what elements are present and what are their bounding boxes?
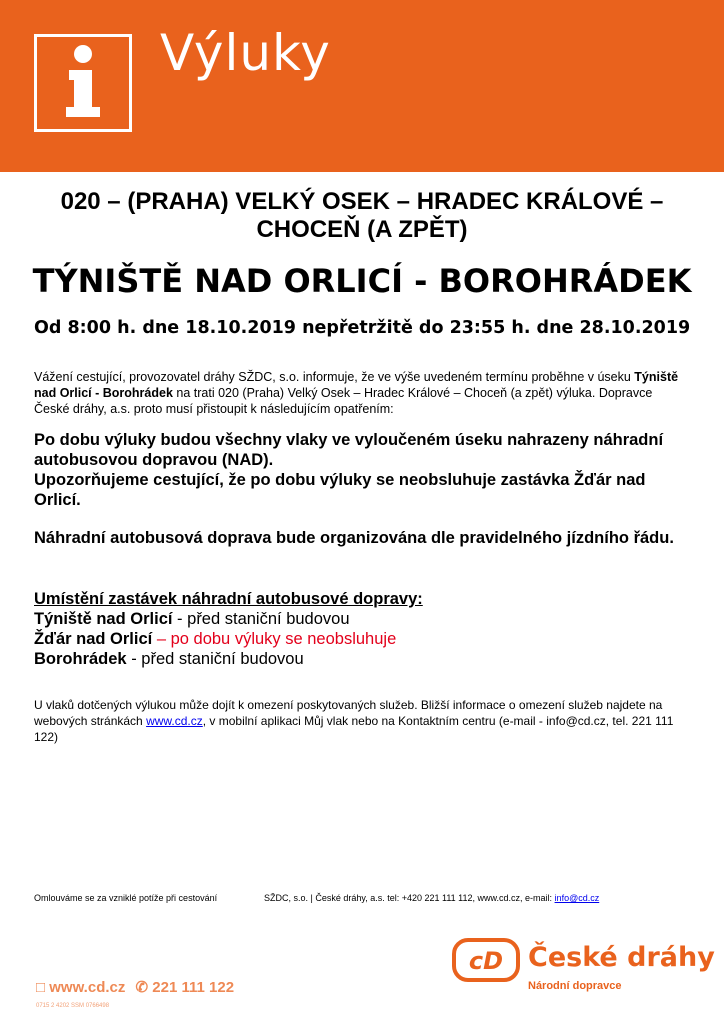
route-line-1: 020 – (PRAHA) VELKÝ OSEK – HRADEC KRÁLOVÉ –: [60, 188, 664, 215]
stop-name: Týniště nad Orlicí: [34, 610, 173, 628]
intro-text-1: Vážení cestující, provozovatel dráhy SŽDC, s.o. informuje, že ve výše uvedeném termínu proběhne v úseku: [34, 370, 635, 384]
footer-contacts-text: SŽDC, s.o. | České dráhy, a.s. tel: +420 221 111 112, www.cd.cz, e-mail:: [264, 893, 555, 903]
intro-text-2: na trati 020 (Praha) Velký Osek – Hradec Králové – Choceň (a zpět) výluka. Dopravce České dráhy, a.s. proto musí přistoupit k následujícím opatřením:: [34, 386, 653, 416]
footer-web: www.cd.cz: [49, 979, 126, 996]
note-text-1: U vlaků dotčených výlukou může dojít k omezení poskytovaných služeb. Bližší informace o omezení služeb najdete na webových stránkách: [34, 698, 663, 728]
header-banner: [0, 0, 724, 172]
list-item: [34, 629, 423, 649]
cart-icon: □: [36, 979, 46, 996]
organization-note: Náhradní autobusová doprava bude organizována dle pravidelného jízdního řádu.: [34, 529, 674, 547]
route-heading: [0, 188, 724, 244]
brand-subtitle: Národní dopravce: [528, 980, 622, 992]
stop-name: Borohrádek: [34, 650, 127, 668]
stop-separator: -: [172, 610, 188, 628]
footer-contacts: [264, 893, 599, 903]
section-title: TÝNIŠTĚ NAD ORLICÍ - BOROHRÁDEK: [32, 262, 692, 300]
stops-list: [34, 589, 423, 669]
svg-text:cD: cD: [468, 947, 504, 975]
stop-name: Žďár nad Orlicí: [34, 630, 153, 648]
info-icon: [34, 34, 132, 132]
notice-stop-closed: Upozorňujeme cestující, že po dobu výluky se neobsluhuje zastávka Žďár nad Orlicí.: [34, 471, 646, 509]
header-title: Výluky: [160, 24, 331, 82]
footer-phone: 221 111 122: [152, 979, 235, 996]
notice-replacement: Po dobu výluky budou všechny vlaky ve vyloučeném úseku nahrazeny náhradní autobusovou dopravou (NAD).: [34, 431, 664, 469]
closure-period: Od 8:00 h. dne 18.10.2019 nepřetržitě do 23:55 h. dne 28.10.2019: [34, 318, 691, 338]
intro-paragraph: [34, 369, 684, 417]
stop-description: před staniční budovou: [141, 650, 304, 668]
stop-description: po dobu výluky se neobsluhuje: [170, 630, 397, 648]
cd-logo-icon: [452, 938, 520, 982]
note-text-2: , v mobilní aplikaci Můj vlak nebo na Kontaktním centru (e-mail - info@cd.cz, tel. 221 111 122): [34, 714, 674, 744]
footer-email-link[interactable]: info@cd.cz: [554, 893, 600, 903]
brand-name: České dráhy: [528, 942, 715, 973]
notice-block: [34, 430, 684, 510]
stop-description: před staniční budovou: [187, 610, 350, 628]
footer-code: 0715 2 4202 ŠSM 0766498: [36, 1003, 110, 1009]
phone-icon: ✆: [135, 979, 149, 996]
list-item: [34, 609, 423, 629]
list-item: [34, 649, 423, 669]
stops-title: Umístění zastávek náhradní autobusové dopravy:: [34, 590, 423, 608]
intro-section: Týniště nad Orlicí - Borohrádek: [34, 370, 679, 400]
footer-web-phone: [36, 978, 234, 996]
services-note: [34, 697, 684, 745]
footer-apology: Omlouváme se za vzniklé potíže při cestování: [34, 893, 218, 903]
website-link[interactable]: www.cd.cz: [146, 714, 203, 728]
stop-separator: –: [152, 630, 171, 648]
route-line-2: CHOCEŇ (A ZPĚT): [256, 216, 468, 243]
stop-separator: -: [126, 650, 142, 668]
